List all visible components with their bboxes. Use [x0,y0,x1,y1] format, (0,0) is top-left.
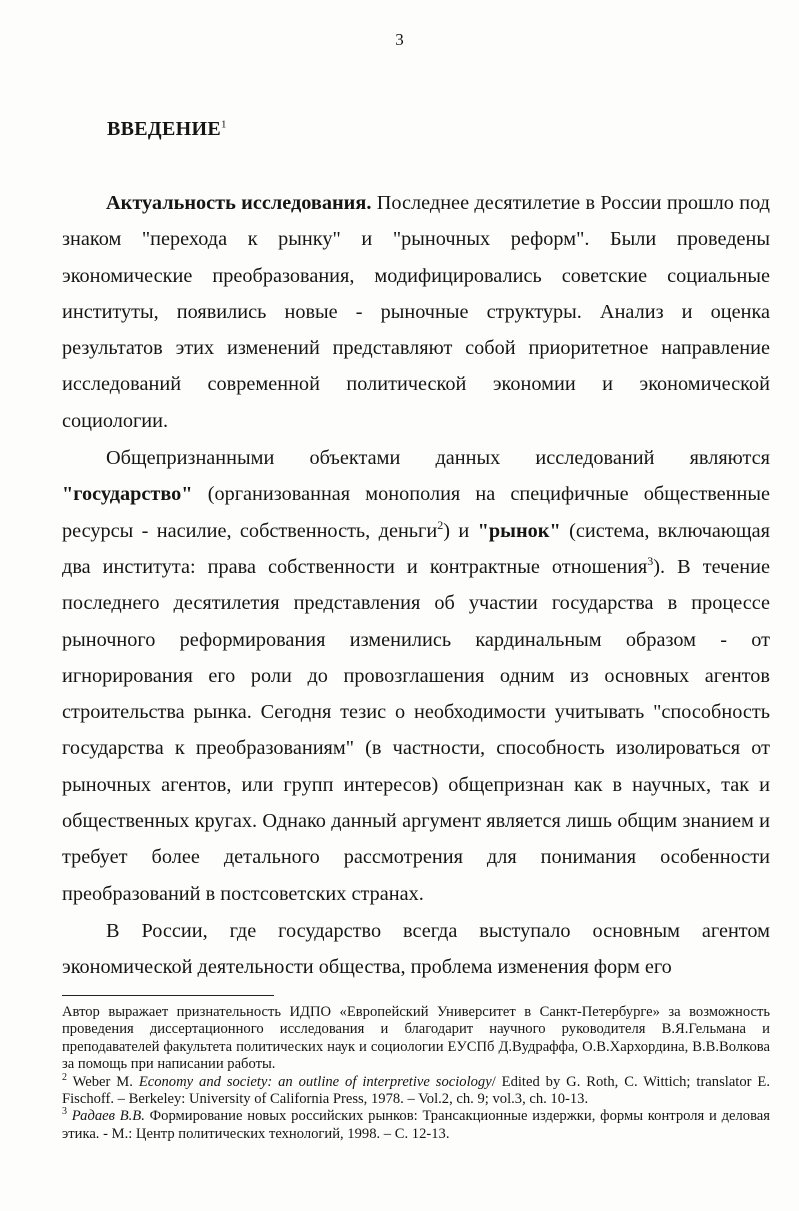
paragraph-text: ). В течение последнего десятилетия представления об участии государства в процессе рыночного реформирования изменились кардинальным образом - от игнорирования его роли до провозглашения одним из основных агентов строительства рынка. Сегодня тезис о необходимости учитывать "способность государства к преобразованиям" (в частности, способность изолироваться от рыночных агентов, или групп интересов) общепризнан как в научных, так и общественных кругах. Однако данный аргумент является лишь общим знанием и требует более детального рассмотрения для понимания особенности преобразований в постсоветских странах. [62,555,770,905]
paragraph-text: ) и [443,519,478,542]
heading-text: ВВЕДЕНИЕ [107,118,221,140]
footnote-3 [62,1108,770,1143]
footnote-author: Радаев В.В. [67,1108,145,1125]
footnote-number: 2 [62,1071,67,1083]
paragraph-russia: В России, где государство всегда выступало основным агентом экономической деятельности общества, проблема изменения форм его [62,919,770,979]
paragraph-text: Общепризнанными объектами данных исследований являются [106,447,770,470]
footnote-author: Weber M. [67,1073,139,1090]
term-market: "рынок" [477,519,561,542]
relevance-lead: Актуальность исследования. [106,192,372,214]
body-text [62,185,770,987]
paragraph-text: Последнее десятилетие в России прошло под знаком "перехода к рынку" и "рыночных реформ". Были проведены экономические преобразования, модифицировались советские социальные институты, появились новые - рыночные структуры. Анализ и оценка результатов этих изменений представляют собой приоритетное направление исследований современной политической экономии и экономической социологии. [62,192,770,432]
paragraph-objects [62,440,770,912]
footnote-title: Economy and society: an outline of interpretive sociology [138,1073,492,1090]
footnote-text: Формирование новых российских рынков: Трансакционные издержки, формы контроля и деловая этика. - М.: Центр политических технологий, 1998. – С. 12-13. [62,1108,770,1142]
term-state: "государство" [62,483,193,506]
footnote-number: 3 [62,1106,67,1118]
footnote-1: Автор выражает признательность ИДПО «Европейский Университет в Санкт-Петербурге» за возможность проведения диссертационного исследования и благодарит научного руководителя В.Я.Гельмана и преподавателей факультета политических наук и социологии ЕУСПб Д.Вудраффа, О.В.Хархордина, В.В.Волкова за помощь при написании работы. [62,1004,770,1073]
page-number: 3 [395,30,404,49]
footnote-divider [62,995,274,996]
paragraph-relevance [62,185,770,439]
footnote-2 [62,1071,770,1109]
footnote-marker-2: 2 [437,517,444,532]
footnote-marker-3: 3 [647,554,654,569]
section-heading [107,118,227,141]
footnote-text: / Edited by G. Roth, C. Wittich; translator E. Fischoff. – Berkeley: University of California Press, 1978. – Vol.2, ch. 9; vol.3, ch. 10-13. [62,1073,770,1108]
footnotes [62,1004,770,1143]
paragraph-text: (организованная монополия на специфичные общественные ресурсы - насилие, собственность, деньги [62,483,770,542]
paragraph-text: (система, включающая два института: права собственности и контрактные отношения [62,519,770,578]
footnote-marker-1: 1 [220,118,227,131]
